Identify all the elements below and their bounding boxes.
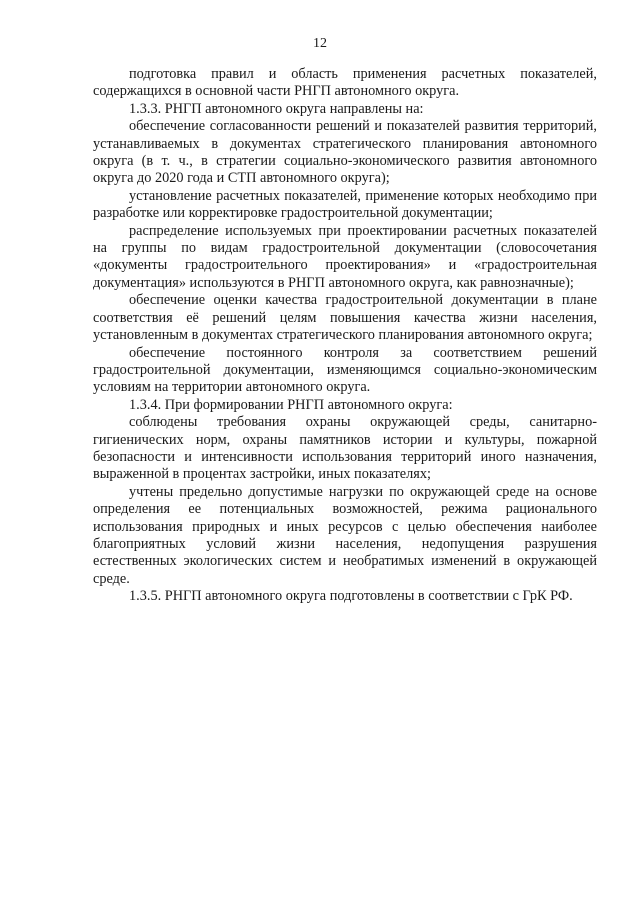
paragraph-loads-considered: учтены предельно допустимые нагрузки по окружающей среде на основе определения ее потенциальных возможностей, режима рационального использования природных и иных ресурсов с целью обеспечения наиболее благоприятных условий жизни населения, недопущения разрушения естественных экологических систем и необратимых изменений в окружающей среде. (93, 483, 597, 587)
paragraph-requirements-observed: соблюдены требования охраны окружающей среды, санитарно-гигиенических норм, охраны памятников истории и культуры, пожарной безопасности и интенсивности использования территорий иного назначения, выраженной в процентах застройки, иных показателях; (93, 414, 597, 483)
paragraph-section-1-3-4: 1.3.4. При формировании РНГП автономного округа: (129, 396, 453, 413)
paragraph-calculated-indicators: установление расчетных показателей, применение которых необходимо при разработке или корректировке градостроительной документации; (93, 187, 597, 222)
paragraph-rules-preparation: подготовка правил и область применения расчетных показателей, содержащихся в основной части РНГП автономного округа. (93, 66, 597, 100)
paragraph-coordination: обеспечение согласованности решений и показателей развития территорий, устанавливаемых в документах стратегического планирования автономного округа (в т. ч., в стратегии социально-экономического развития автономного округа до 2020 года и СТП автономного округа); (93, 118, 597, 187)
document-body (93, 66, 597, 606)
paragraph-constant-control: обеспечение постоянного контроля за соответствием решений градостроительной документации, изменяющимся социально-экономическим условиям на территории автономного округа. (93, 344, 597, 396)
paragraph-quality-assessment: обеспечение оценки качества градостроительной документации в плане соответствия её решений целям повышения качества жизни населения, установленным в документах стратегического планирования автономного округа; (93, 292, 597, 344)
paragraph-distribution: распределение используемых при проектировании расчетных показателей на группы по видам градостроительной документации (словосочетания «документы градостроительного проектирования» и «градостроительная документация» используются в РНГП автономного округа, как равнозначные); (93, 222, 597, 291)
paragraph-section-1-3-3: 1.3.3. РНГП автономного округа направлены на: (129, 100, 424, 117)
paragraph-section-1-3-5: 1.3.5. РНГП автономного округа подготовлены в соответствии с ГрК РФ. (129, 588, 573, 605)
page-number: 12 (313, 36, 327, 51)
